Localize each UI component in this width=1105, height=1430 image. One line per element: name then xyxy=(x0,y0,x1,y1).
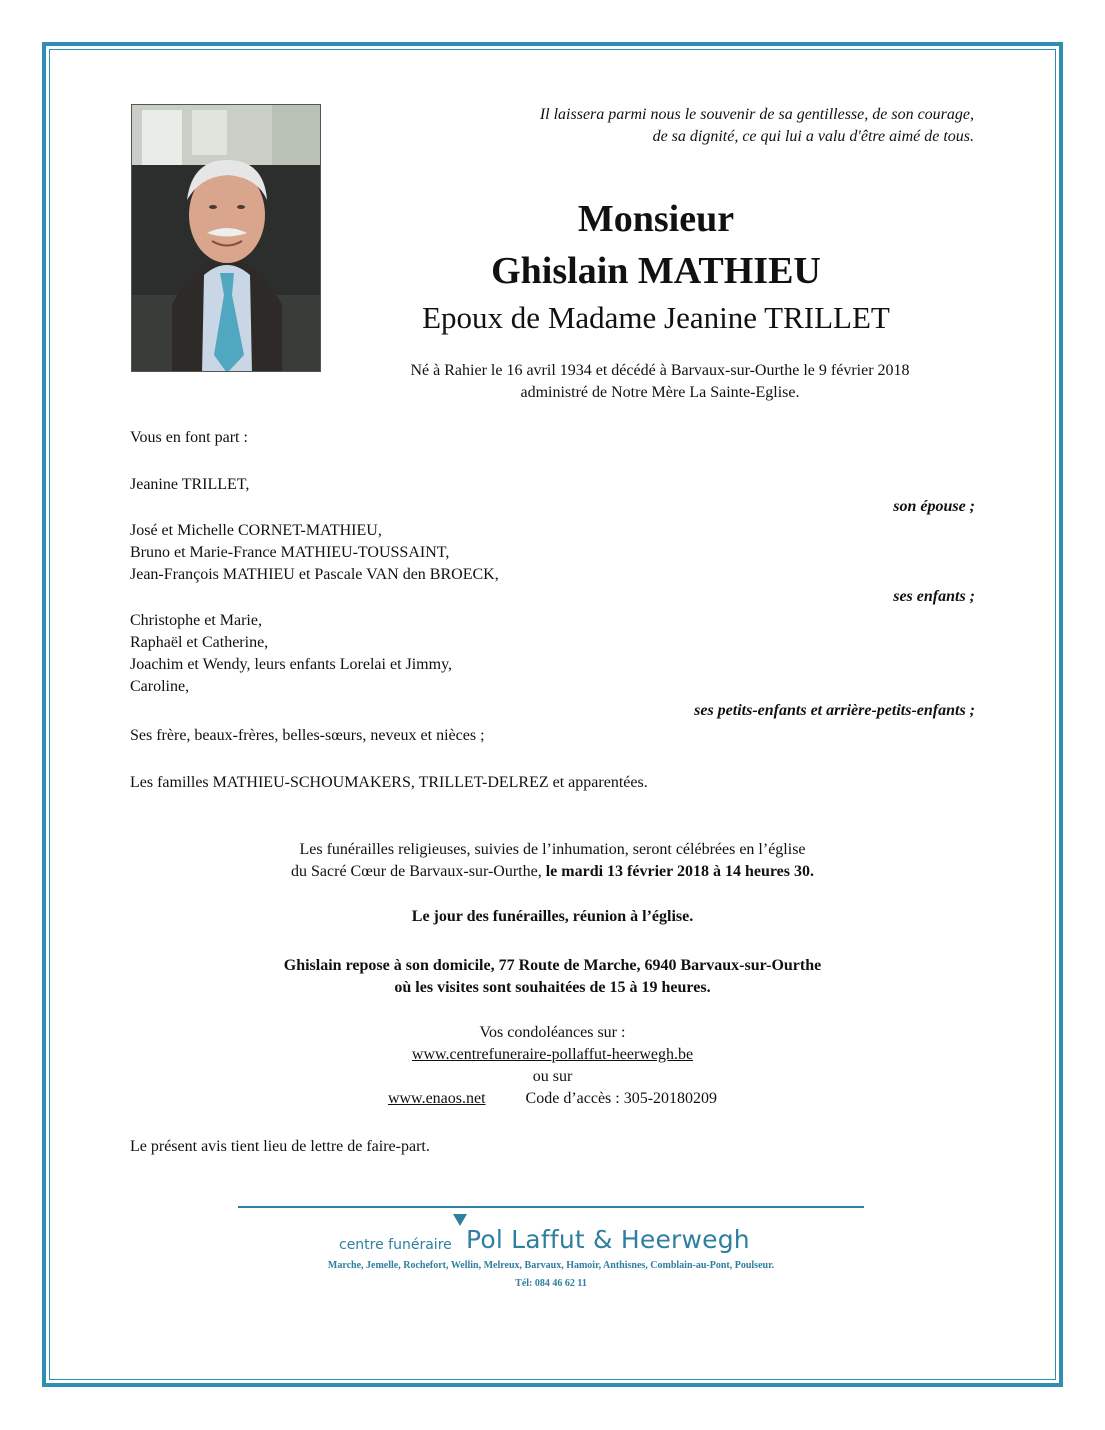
logo-phone: Tél: 084 46 62 11 xyxy=(515,1278,587,1289)
logo-towns: Marche, Jemelle, Rochefort, Wellin, Melreux, Barvaux, Hamoir, Anthisnes, Comblain-au-Pont, Poulseur. xyxy=(327,1260,775,1271)
list-item: Joachim et Wendy, leurs enfants Lorelai et Jimmy, xyxy=(130,656,453,673)
meeting-info: Le jour des funérailles, réunion à l’église. xyxy=(411,908,694,925)
access-code: Code d’accès : 305-20180209 xyxy=(525,1090,718,1107)
funeral-home-link[interactable]: www.centrefuneraire-pollaffut-heerwegh.be xyxy=(411,1046,694,1063)
funeral-home-logo xyxy=(238,1198,866,1298)
announce-text: Vous en font part : xyxy=(130,429,248,446)
funeral-info xyxy=(130,839,975,883)
condolences-block xyxy=(130,1022,975,1110)
or-text: ou sur xyxy=(532,1068,573,1085)
epigraph-line: Il laissera parmi nous le souvenir de sa gentillesse, de son courage, xyxy=(539,106,974,123)
religion-line: administré de Notre Mère La Sainte-Eglise. xyxy=(520,384,800,401)
rest-line: Ghislain repose à son domicile, 77 Route de Marche, 6940 Barvaux-sur-Ourthe xyxy=(283,957,822,974)
funeral-place: du Sacré Cœur de Barvaux-sur-Ourthe, xyxy=(291,863,546,880)
logo-subtitle: centre funéraire xyxy=(339,1237,452,1253)
notice-text: Le présent avis tient lieu de lettre de faire-part. xyxy=(130,1138,430,1155)
logo-rule xyxy=(238,1206,864,1208)
funeral-date-line xyxy=(130,861,975,883)
funeral-line: Les funérailles religieuses, suivies de l’inhumation, seront célébrées en l’église xyxy=(299,841,806,858)
spouse-name: Jeanine TRILLET, xyxy=(130,476,250,493)
portrait-photo xyxy=(131,104,321,372)
rest-info xyxy=(130,955,975,999)
grandchildren-list xyxy=(130,610,975,722)
honorific-title: Monsieur xyxy=(577,198,735,240)
logo-triangle-icon xyxy=(453,1214,467,1226)
logo-name: Pol Laffut & Heerwegh xyxy=(466,1225,750,1254)
list-item: Jean-François MATHIEU et Pascale VAN den BROECK, xyxy=(130,566,499,583)
family-list xyxy=(130,474,975,518)
list-item: Raphaël et Catherine, xyxy=(130,634,269,651)
spouse-label: son épouse ; xyxy=(893,498,975,515)
children-list xyxy=(130,520,975,608)
visit-hours-line: où les visites sont souhaitées de 15 à 19 heures. xyxy=(394,979,711,996)
siblings-line: Ses frère, beaux-frères, belles-sœurs, neveux et nièces ; xyxy=(130,727,485,744)
epigraph-quote xyxy=(334,104,974,148)
grandchildren-label: ses petits-enfants et arrière-petits-enfants ; xyxy=(694,702,975,719)
condolences-intro: Vos condoléances sur : xyxy=(479,1024,626,1041)
list-item: José et Michelle CORNET-MATHIEU, xyxy=(130,522,382,539)
spouse-subtitle: Epoux de Madame Jeanine TRILLET xyxy=(422,300,890,335)
birth-death-info xyxy=(320,360,1000,404)
children-label: ses enfants ; xyxy=(893,588,975,605)
families-line: Les familles MATHIEU-SCHOUMAKERS, TRILLET-DELREZ et apparentées. xyxy=(130,774,648,791)
birth-death-line: Né à Rahier le 16 avril 1934 et décédé à Barvaux-sur-Ourthe le 9 février 2018 xyxy=(410,362,910,379)
enaos-link[interactable]: www.enaos.net xyxy=(387,1090,486,1107)
list-item: Christophe et Marie, xyxy=(130,612,262,629)
list-item: Bruno et Marie-France MATHIEU-TOUSSAINT, xyxy=(130,544,450,561)
funeral-datetime: le mardi 13 février 2018 à 14 heures 30. xyxy=(545,863,814,880)
epigraph-line: de sa dignité, ce qui lui a valu d'être aimé de tous. xyxy=(652,128,974,145)
list-item: Caroline, xyxy=(130,678,190,695)
deceased-name: Ghislain MATHIEU xyxy=(491,250,821,292)
